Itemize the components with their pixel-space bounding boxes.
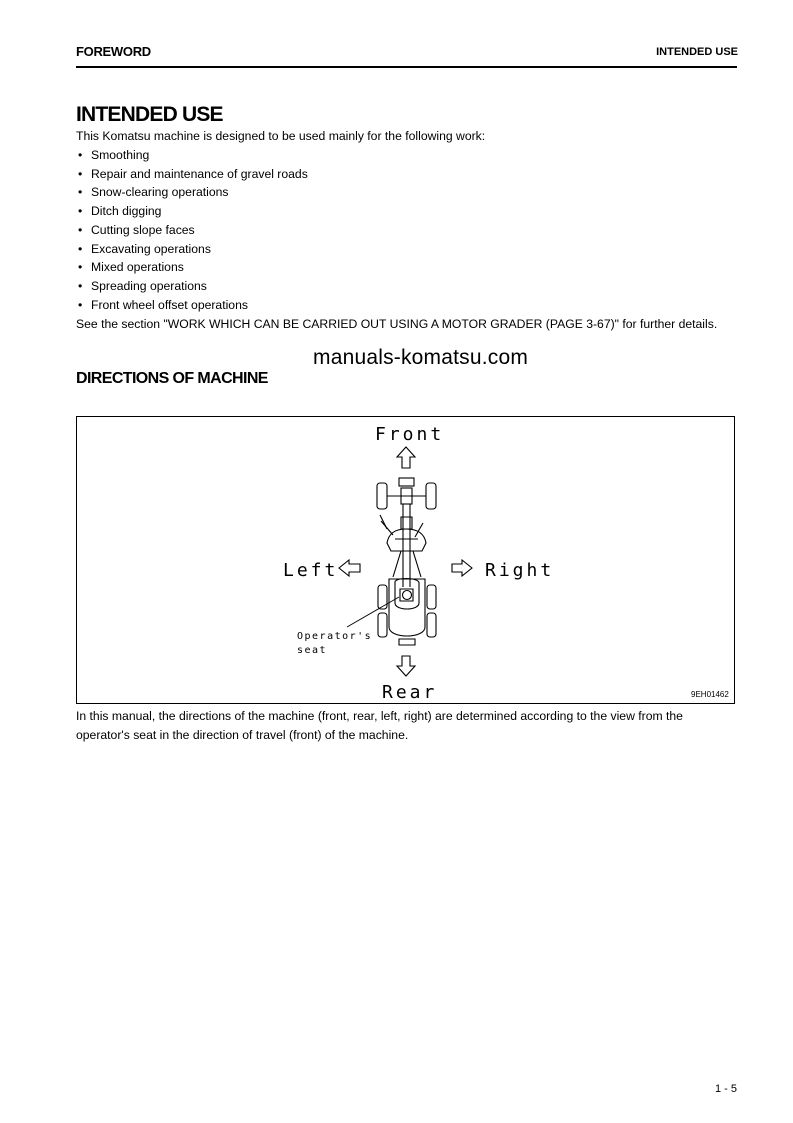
right-label: Right bbox=[485, 560, 555, 581]
directions-caption: In this manual, the directions of the machine (front, rear, left, right) are determined according to the view from the operator's seat in the direction of travel (front) of the machine. bbox=[76, 709, 683, 742]
motor-grader-icon bbox=[377, 478, 436, 645]
operator-seat-label-line1: Operator's bbox=[297, 631, 373, 642]
rear-arrow-icon bbox=[397, 656, 415, 676]
front-label: Front bbox=[375, 424, 445, 445]
list-item: • Snow-clearing operations bbox=[76, 183, 308, 202]
uses-list bbox=[76, 146, 308, 314]
header-section: FOREWORD bbox=[76, 44, 151, 59]
right-arrow-icon bbox=[452, 560, 472, 576]
header-chapter: INTENDED USE bbox=[656, 46, 738, 58]
page-number: 1 - 5 bbox=[714, 1083, 737, 1095]
list-item: • Front wheel offset operations bbox=[76, 296, 308, 315]
machine-diagram bbox=[77, 417, 736, 705]
left-label: Left bbox=[283, 560, 339, 581]
operator-leader-line bbox=[347, 597, 399, 627]
intro-text: This Komatsu machine is designed to be used mainly for the following work: bbox=[76, 129, 486, 143]
directions-figure bbox=[76, 416, 735, 704]
operator-seat-label-line2: seat bbox=[297, 645, 328, 656]
front-arrow-icon bbox=[397, 447, 415, 468]
section-title: DIRECTIONS OF MACHINE bbox=[76, 370, 268, 387]
left-arrow-icon bbox=[339, 560, 360, 576]
watermark: manuals-komatsu.com bbox=[313, 346, 529, 369]
list-item: • Smoothing bbox=[76, 146, 308, 165]
list-item: • Ditch digging bbox=[76, 202, 308, 221]
list-item: • Repair and maintenance of gravel roads bbox=[76, 165, 308, 184]
figure-code: 9EH01462 bbox=[691, 690, 729, 699]
list-item: • Spreading operations bbox=[76, 277, 308, 296]
list-item: • Cutting slope faces bbox=[76, 221, 308, 240]
list-item: • Excavating operations bbox=[76, 240, 308, 259]
rear-label: Rear bbox=[382, 682, 438, 703]
list-item: • Mixed operations bbox=[76, 258, 308, 277]
see-also-text: See the section "WORK WHICH CAN BE CARRIED OUT USING A MOTOR GRADER (PAGE 3-67)" for further details. bbox=[76, 317, 718, 331]
page-title: INTENDED USE bbox=[76, 103, 223, 126]
header-rule bbox=[76, 66, 737, 68]
